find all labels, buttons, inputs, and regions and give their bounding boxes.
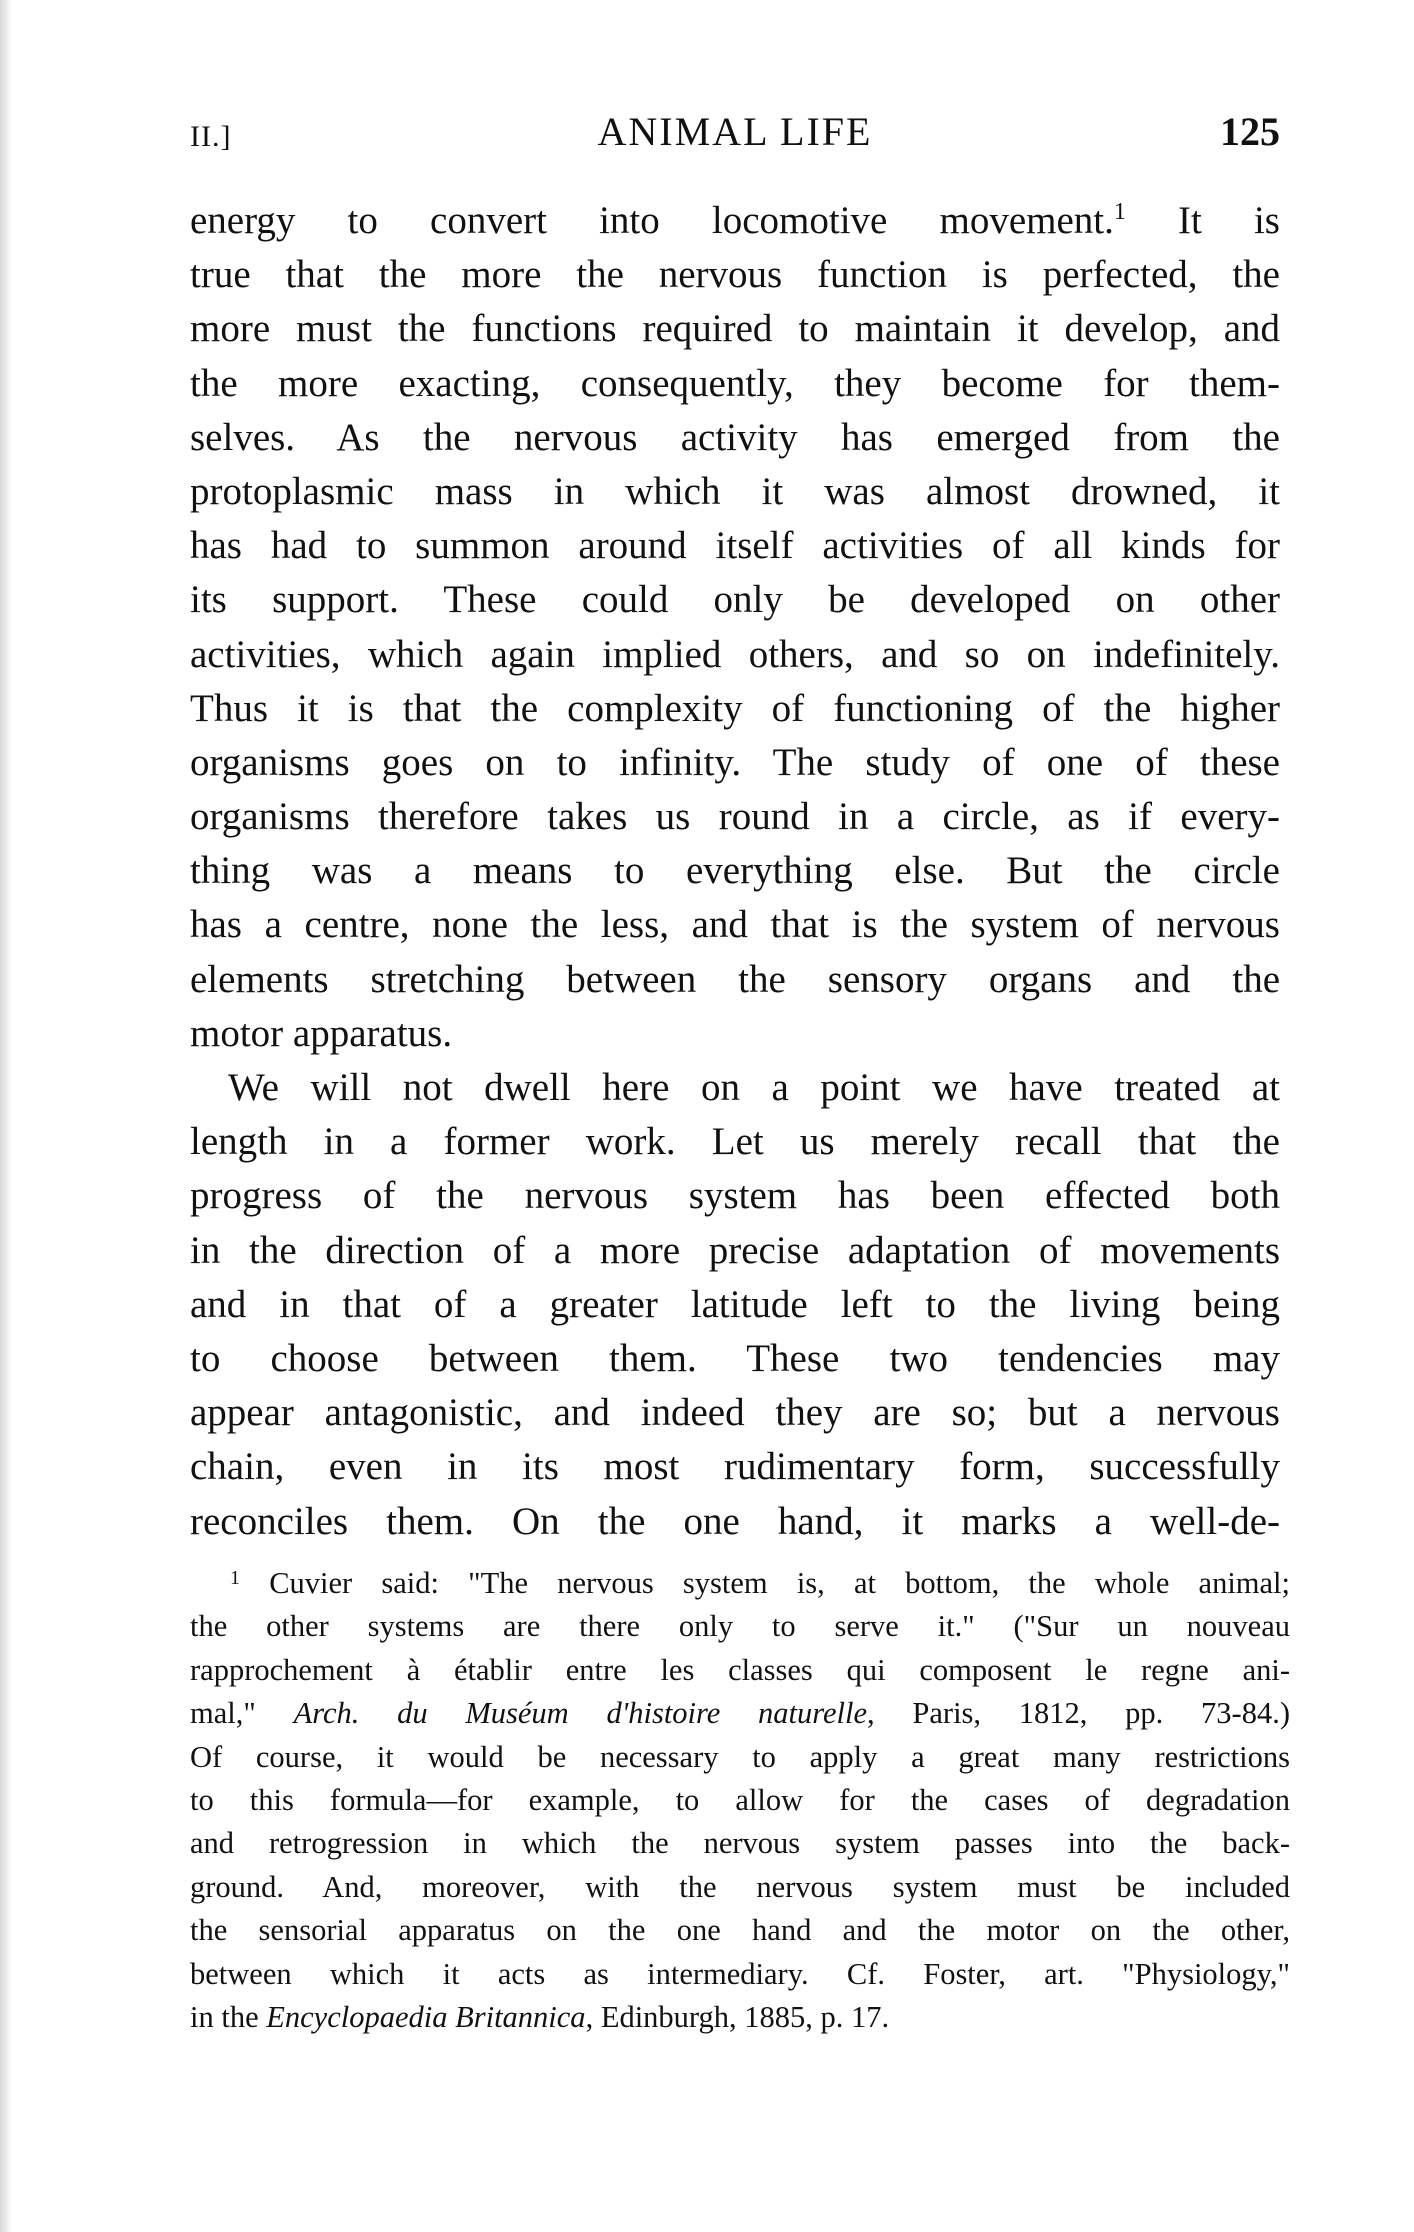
text-line: protoplasmic mass in which it was almost drowned, it: [190, 469, 1280, 513]
chapter-marker: II.]: [190, 120, 232, 153]
footnote-line: the other systems are there only to serve it." ("Sur un nouveau: [190, 1609, 1290, 1644]
running-title: ANIMAL LIFE: [597, 109, 873, 154]
encyclopaedia-title: Encyclopaedia Britannica: [266, 1999, 586, 2034]
text-line: energy to convert into locomotive movement.$^1$ It is: [190, 199, 1280, 242]
body-text: [190, 194, 1280, 1549]
footnote-line: and retrogression in which the nervous system passes into the back-: [190, 1826, 1290, 1861]
text-line: more must the functions required to maintain it develop, and: [190, 307, 1280, 351]
page-spine-shadow: [0, 0, 12, 2232]
text-line: length in a former work. Let us merely recall that the: [190, 1120, 1280, 1164]
text-line: Thus it is that the complexity of functioning of the higher: [190, 686, 1280, 730]
text-line: to choose between them. These two tendencies may: [190, 1336, 1280, 1380]
text-line: activities, which again implied others, and so on indefinitely.: [190, 632, 1280, 676]
footnote-line: to this formula—for example, to allow for the cases of degradation: [190, 1782, 1290, 1817]
text-line: in the direction of a more precise adaptation of movements: [190, 1228, 1280, 1272]
footnote-line: mal," Arch. du Muséum d'histoire naturelle, Paris, 1812, pp. 73-84.): [190, 1696, 1290, 1731]
text-line: its support. These could only be developed on other: [190, 578, 1280, 622]
running-head: [190, 108, 1280, 158]
text-line: the more exacting, consequently, they become for them-: [190, 361, 1280, 405]
footnote-marker: 1: [230, 1567, 240, 1589]
footnote-line: between which it acts as intermediary. Cf. Foster, art. "Physiology,": [190, 1956, 1290, 1991]
text-line: thing was a means to everything else. But the circle: [190, 849, 1280, 893]
text-line: true that the more the nervous function is perfected, the: [190, 253, 1280, 297]
text-line: reconciles them. On the one hand, it marks a well-de-: [190, 1499, 1280, 1543]
text-line: organisms therefore takes us round in a circle, as if every-: [190, 795, 1280, 839]
footnote-line: the sensorial apparatus on the one hand and the motor on the other,: [190, 1913, 1290, 1948]
text-line: selves. As the nervous activity has emerged from the: [190, 415, 1280, 459]
text-line: appear antagonistic, and indeed they are so; but a nervous: [190, 1391, 1280, 1435]
text-line: elements stretching between the sensory organs and the: [190, 957, 1280, 1001]
paragraph-first-line: We will not dwell here on a point we have treated at: [228, 1066, 1280, 1109]
footnote-line: in the Encyclopaedia Britannica, Edinburgh, 1885, p. 17.: [190, 1999, 890, 2034]
text-line: and in that of a greater latitude left to the living being: [190, 1282, 1280, 1326]
footnote-line: ground. And, moreover, with the nervous system must be included: [190, 1869, 1290, 1904]
footnote: [190, 1562, 1290, 2039]
text-line: has had to summon around itself activities of all kinds for: [190, 524, 1280, 568]
footnote-line: $^1$ Cuvier said: "The nervous system is, at bottom, the whole animal;: [230, 1566, 1291, 1600]
text-line: progress of the nervous system has been effected both: [190, 1174, 1280, 1218]
text-line: motor apparatus.: [190, 1011, 453, 1055]
footnote-reference: 1: [1113, 199, 1126, 225]
footnote-line: rapprochement à établir entre les classes qui composent le regne ani-: [190, 1652, 1290, 1687]
footnote-line: Of course, it would be necessary to apply a great many restrictions: [190, 1739, 1290, 1774]
text-line: organisms goes on to infinity. The study of one of these: [190, 740, 1280, 784]
text-line: has a centre, none the less, and that is the system of nervous: [190, 903, 1280, 947]
text-line: chain, even in its most rudimentary form, successfully: [190, 1445, 1280, 1489]
journal-title: Arch. du Muséum d'histoire naturelle: [293, 1696, 868, 1731]
page-number: 125: [1220, 109, 1280, 154]
